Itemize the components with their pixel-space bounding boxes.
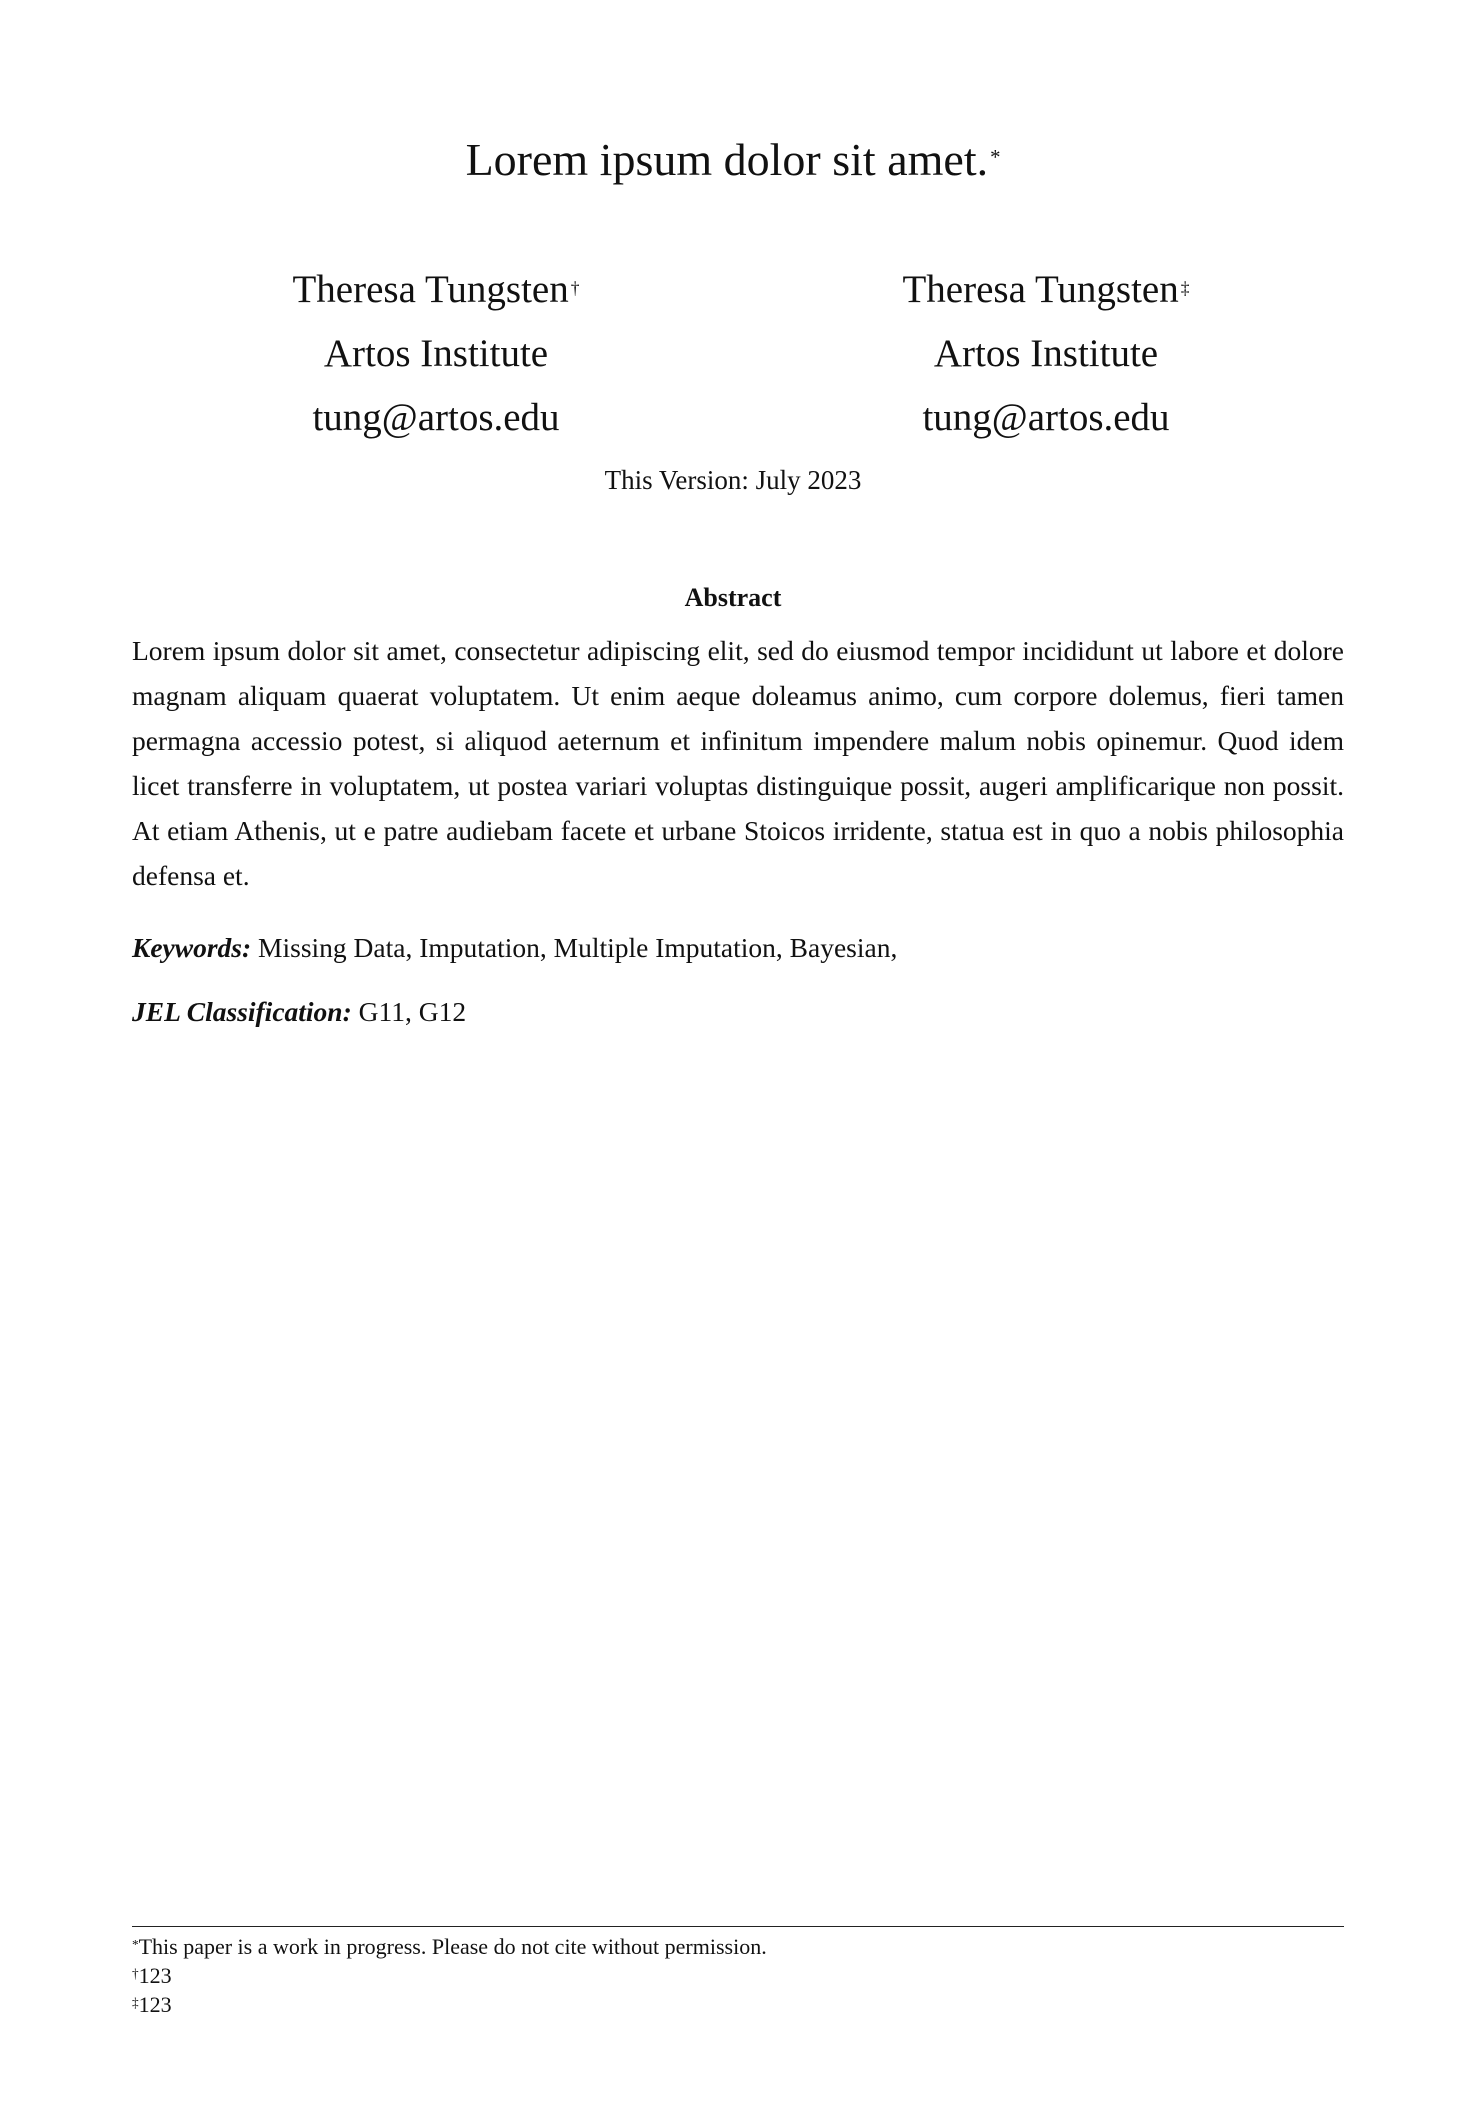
abstract-heading: Abstract	[684, 583, 782, 612]
author-name-text: Theresa Tungsten	[902, 268, 1179, 311]
footnote-divider	[132, 1926, 1344, 1927]
author-affiliation: Artos Institute	[323, 332, 549, 375]
footnote	[132, 1990, 1344, 2019]
author-email: tung@artos.edu	[922, 396, 1170, 439]
version-date: This Version: July 2023	[604, 465, 862, 495]
title-footnote-mark: *	[990, 147, 1001, 169]
keywords-value: Missing Data, Imputation, Multiple Imputation, Bayesian,	[258, 932, 898, 963]
abstract-body: Lorem ipsum dolor sit amet, consectetur adipiscing elit, sed do eiusmod tempor incididunt ut labore et dolore magnam aliquam quaerat voluptatem. Ut enim aeque doleamus animo, cum corpore dolemus, fieri tamen permagna accessio potest, si aliquod aeternum et infinitum impendere malum nobis opinemur. Quod idem licet transferre in voluptatem, ut postea variari voluptas distinguique possit, augeri amplificarique non possit. At etiam Athenis, ut e patre audiebam facete et urbane Stoicos irridente, statua est in quo a nobis philosophia defensa et.	[132, 635, 1344, 891]
jel-value: G11, G12	[358, 996, 467, 1027]
footnote-text: 123	[138, 1963, 172, 1988]
footnote	[132, 1961, 1344, 1990]
keywords-line	[132, 928, 1344, 968]
author-footnote-mark: ‡	[1180, 278, 1190, 298]
footnote	[132, 1932, 1344, 1961]
footnote-text: 123	[138, 1992, 172, 2017]
footnote-mark: †	[132, 1966, 139, 1981]
author-email: tung@artos.edu	[312, 396, 560, 439]
author-block-2	[816, 258, 1276, 450]
footnotes	[132, 1932, 1344, 2019]
author-name	[206, 258, 666, 322]
footnote-mark: ‡	[132, 1995, 139, 2010]
author-footnote-mark: †	[570, 278, 580, 298]
author-name-text: Theresa Tungsten	[292, 268, 569, 311]
footnote-text: This paper is a work in progress. Please do not cite without permission.	[138, 1934, 767, 1959]
keywords-label: Keywords:	[132, 932, 252, 963]
jel-classification-line	[132, 992, 1344, 1032]
author-name	[816, 258, 1276, 322]
author-block-1	[206, 258, 666, 450]
jel-label: JEL Classification:	[132, 996, 352, 1027]
footnote-mark: *	[132, 1937, 139, 1952]
paper-title-text: Lorem ipsum dolor sit amet.	[465, 134, 989, 185]
paper-title	[0, 130, 1466, 190]
author-affiliation: Artos Institute	[933, 332, 1159, 375]
